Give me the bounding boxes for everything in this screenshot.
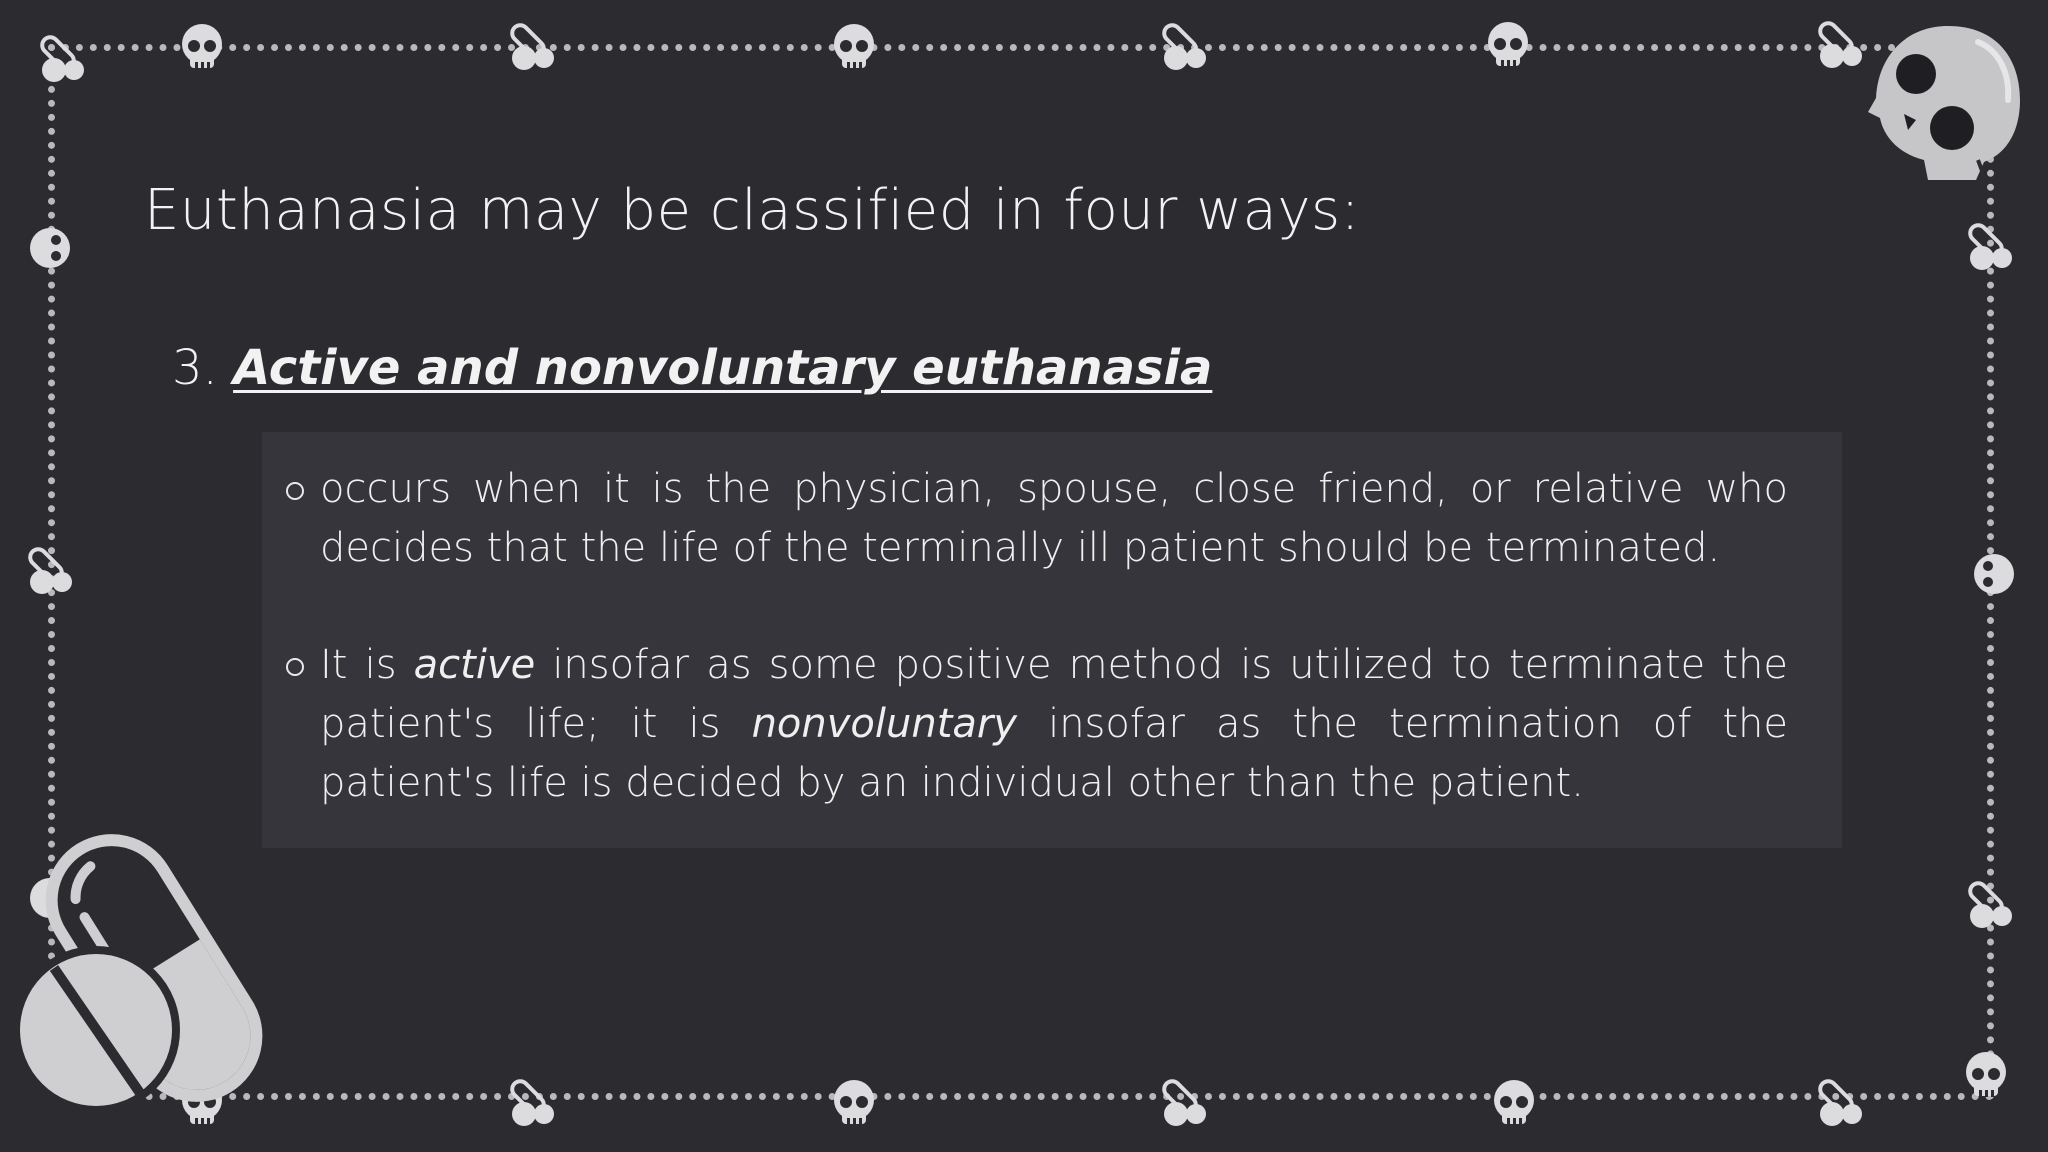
content-panel (262, 432, 1842, 848)
bullet-text-part: It is (320, 642, 414, 688)
bullet-emphasis: nonvoluntary (751, 701, 1018, 747)
skull-icon (1960, 1050, 2012, 1102)
pill-icon (1962, 218, 2018, 274)
pill-icon (1812, 1074, 1868, 1130)
pill-icon (1962, 876, 2018, 932)
bullet-text: occurs when it is the physician, spouse, close friend, or relative who decides that the life of the terminally ill patient should be terminated. (320, 466, 1788, 571)
skull-icon (26, 222, 78, 274)
skull-icon (828, 22, 880, 74)
large-skull-icon (1858, 20, 2026, 188)
bullet-emphasis: active (413, 642, 536, 688)
skull-icon (1482, 20, 1534, 72)
pill-icon (22, 542, 78, 598)
bullet-ring-icon (286, 658, 304, 676)
skull-icon (1966, 548, 2018, 600)
skull-icon (1488, 1078, 1540, 1130)
bullet-text-part: insofar as some positive method is utilized to terminate the patient's life; it is (320, 642, 1788, 747)
item-number: 3. (172, 340, 218, 396)
item-heading (172, 340, 1212, 396)
bullet-ring-icon (286, 482, 304, 500)
pill-icon (1156, 1074, 1212, 1130)
pill-icon (504, 1074, 560, 1130)
large-pills-icon (14, 818, 286, 1118)
bullet-item (320, 636, 1788, 813)
item-term: Active and nonvoluntary euthanasia (233, 340, 1213, 396)
pill-icon (34, 30, 90, 86)
pill-icon (504, 18, 560, 74)
bullet-item (320, 460, 1788, 578)
bullet-text-part: insofar as the termination of the patient's life is decided by an individual other than the patient. (320, 701, 1789, 806)
bullet-text (320, 636, 1788, 813)
skull-icon (828, 1078, 880, 1130)
skull-icon (176, 22, 228, 74)
slide-title: Euthanasia may be classified in four ways: (144, 178, 1361, 243)
pill-icon (1156, 18, 1212, 74)
